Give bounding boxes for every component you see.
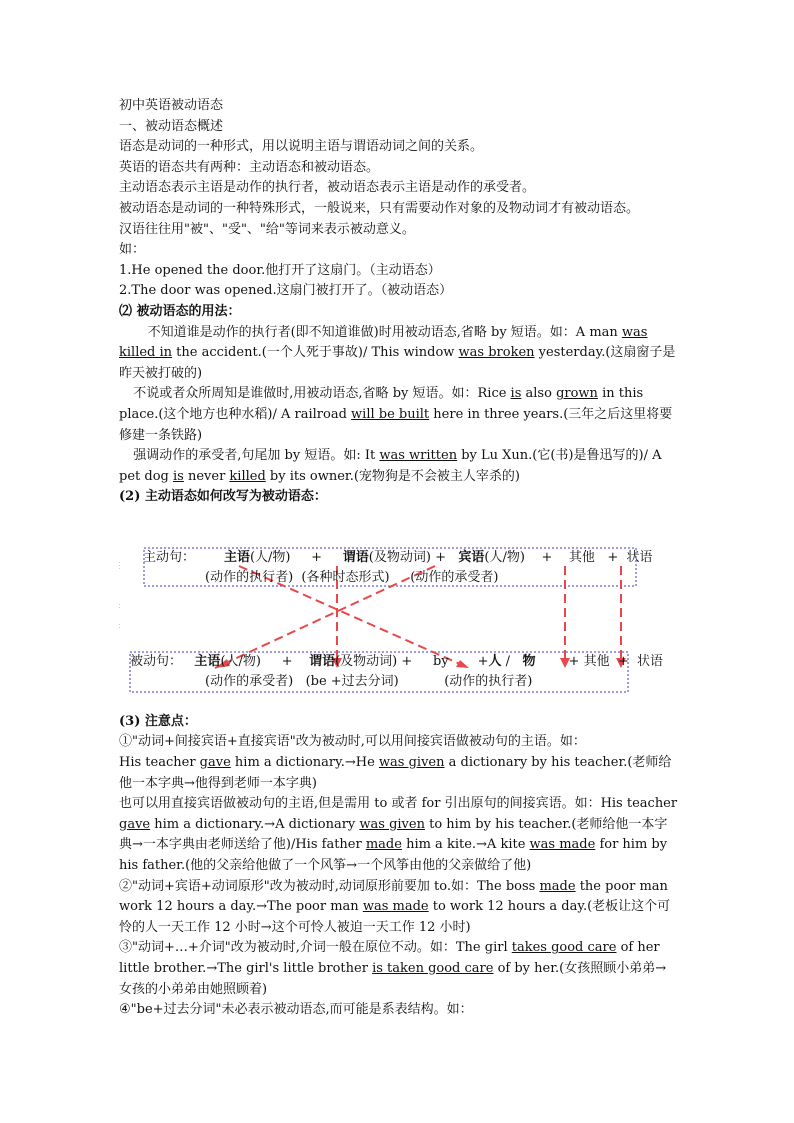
paragraph: 主动语态表示主语是动作的执行者，被动语态表示主语是动作的承受者。 [119, 180, 536, 196]
passive-sentence-row: 被动句： 主语(人/物) + 谓语(及物动词) + by +人 / 物 + 其他 + 状语 [130, 653, 664, 669]
section-heading-overview: 一、被动语态概述 [119, 118, 224, 134]
paragraph: 如： [119, 242, 146, 258]
usage-paragraph: 强调动作的承受者,句尾加 by 短语。如: It was written by Lu Xun.(它(书)是鲁迅写的)/ A pet dog is never killed by its owner.(宠物狗是不会被主人宰杀的) [119, 448, 662, 484]
note-item: ④"be+过去分词"未必表示被动语态,而可能是系表结构。如： [119, 1002, 473, 1018]
doc-title: 初中英语被动语态 [119, 98, 224, 113]
active-sentence-row: 主动句： 主语(人/物) + 谓语(及物动词) + 宾语(人/物) + 其他 + 状语 [143, 549, 653, 565]
active-sentence-notes: (动作的执行者) (各种时态形式) (动作的承受者) [205, 569, 499, 585]
usage-paragraph: 不知道谁是动作的执行者(即不知道谁做)时用被动语态,省略 by 短语。如：A man was killed in the accident.(一个人死于事故)/ This window was broken yesterday.(这扇窗子是昨天被打破的) [119, 324, 676, 381]
paragraph: 英语的语态共有两种：主动语态和被动语态。 [119, 159, 380, 175]
note-item: ②"动词+宾语+动词原形"改为被动时,动词原形前要加 to.如：The boss made the poor man work 12 hours a day.→The poor man was made to work 12 hours a day.(老板让这个可怜的人一天工作 12 小时→这个可怜人被迫一天工作 12 小时) [119, 878, 671, 935]
note-item: ①"动词+间接宾语+直接宾语"改为被动时,可以用间接宾语做被动句的主语。如： [119, 734, 586, 750]
paragraph: 语态是动词的一种形式，用以说明主语与谓语动词之间的关系。 [119, 139, 484, 155]
note-item: His teacher gave him a dictionary.→He was given a dictionary by his teacher.(老师给他一本字典→他得到老师一本字典) [119, 755, 672, 791]
document-page [119, 96, 679, 1021]
paragraph: 被动语态是动词的一种特殊形式，一般说来，只有需要动作对象的及物动词才有被动语态。 [119, 200, 640, 216]
heading-conversion: (2) 主动语态如何改写为被动语态： [119, 489, 327, 505]
example-sentence: 1.He opened the door.他打开了这扇门。（主动语态） [119, 262, 441, 278]
heading-notes: (3) 注意点： [119, 713, 197, 729]
note-item: 也可以用直接宾语做被动句的主语,但是需用 to 或者 for 引出原句的间接宾语。如：His teacher gave him a dictionary.→A dictionary was given to him by his teacher.(老师给他一本字典→一本字典由老师送给了他)/His father made him a kite.→A kite was made for him by his father.(他的父亲给他做了一个风筝→一个风筝由他的父亲做给了他) [119, 796, 678, 874]
conversion-diagram [119, 522, 679, 702]
heading-usage: ⑵ 被动语态的用法： [119, 303, 241, 319]
passive-sentence-notes: (动作的承受者) (be +过去分词) (动作的执行者) [205, 673, 533, 689]
paragraph: 汉语往往用"被"、"受"、"给"等词来表示被动意义。 [119, 221, 415, 237]
usage-paragraph: 不说或者众所周知是谁做时,用被动语态,省略 by 短语。如：Rice is also grown in this place.(这个地方也种水稻)/ A railroad will be built here in three years.(三年之后这里将要修建一条铁路) [119, 386, 673, 443]
note-item: ③"动词+…+介词"改为被动时,介词一般在原位不动。如：The girl takes good care of her little brother.→The girl's little brother is taken good care of by her.(女孩照顾小弟弟→女孩的小弟弟由她照顾着) [119, 940, 667, 997]
example-sentence: 2.The door was opened.这扇门被打开了。（被动语态） [119, 283, 453, 299]
